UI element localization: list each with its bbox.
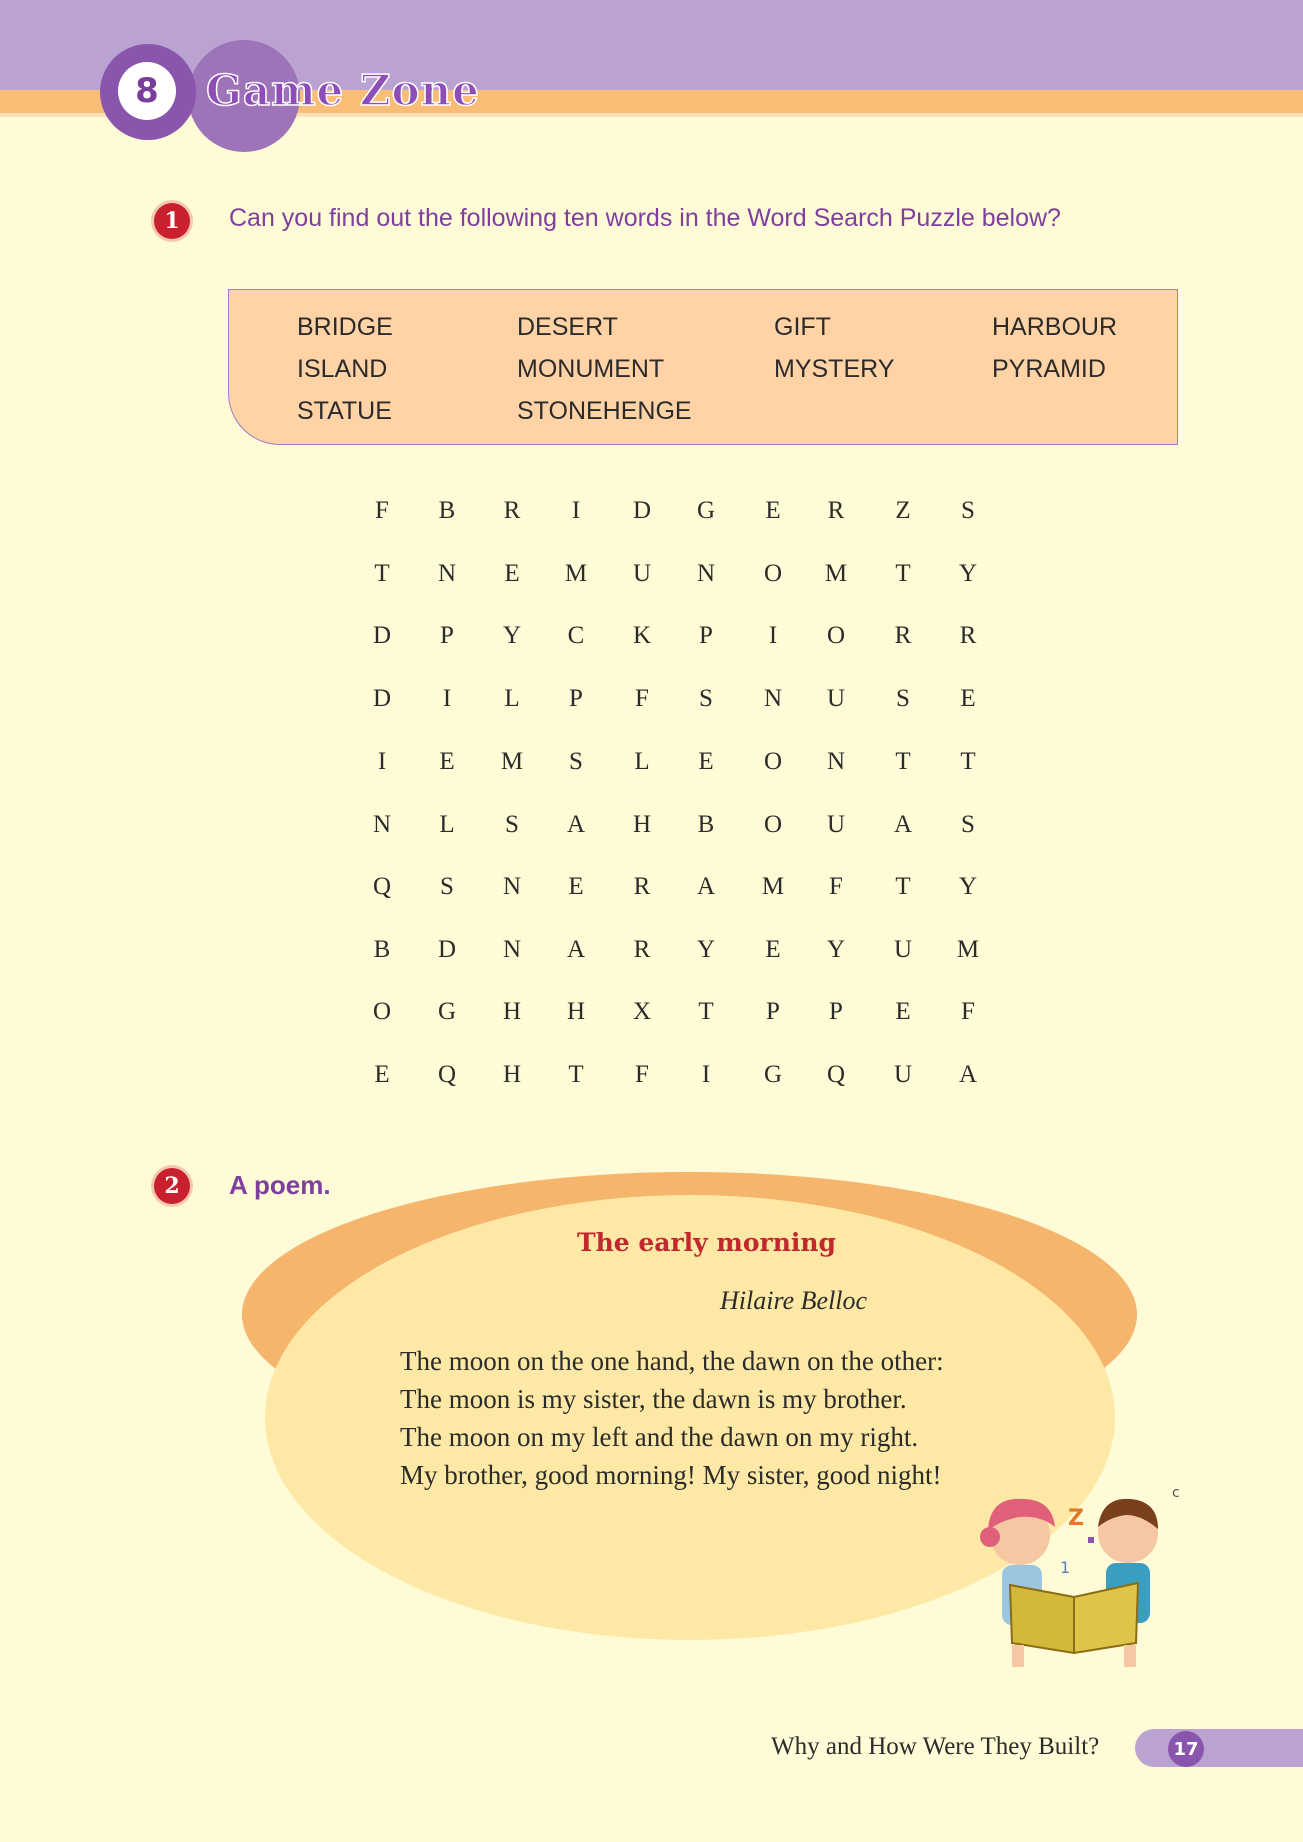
- page-number-badge: [1168, 1731, 1204, 1767]
- grid-cell: E: [960, 685, 976, 712]
- grid-cell: Y: [502, 622, 522, 649]
- grid-cell: T: [895, 748, 911, 775]
- grid-cell: U: [893, 1061, 913, 1088]
- poem-line: The moon on the one hand, the dawn on the other:: [400, 1346, 944, 1376]
- word-item: STONEHENGE: [517, 397, 692, 425]
- grid-cell: R: [827, 497, 845, 524]
- grid-cell: H: [566, 998, 586, 1025]
- grid-cell: H: [502, 1061, 522, 1088]
- word-item: BRIDGE: [297, 313, 393, 341]
- page-number: 17: [1173, 1738, 1199, 1760]
- word-item: MONUMENT: [517, 355, 665, 383]
- word-item: MYSTERY: [774, 355, 895, 383]
- grid-cell: R: [503, 497, 521, 524]
- grid-cell: F: [635, 685, 649, 712]
- grid-cell: S: [699, 685, 713, 712]
- grid-cell: I: [442, 685, 452, 712]
- question-1-badge: [154, 203, 190, 239]
- grid-cell: D: [372, 685, 392, 712]
- question-2-badge: [154, 1168, 190, 1204]
- footer-band: [1135, 1729, 1303, 1767]
- grid-cell: S: [961, 497, 975, 524]
- grid-cell: E: [765, 936, 781, 963]
- grid-cell: A: [958, 1061, 978, 1088]
- svg-text:1: 1: [1060, 1558, 1071, 1577]
- grid-cell: P: [699, 622, 713, 649]
- grid-cell: A: [696, 873, 716, 900]
- svg-text:Z: Z: [1068, 1506, 1084, 1531]
- grid-cell: X: [632, 998, 652, 1025]
- grid-cell: M: [564, 560, 588, 587]
- poem-line: The moon is my sister, the dawn is my brother.: [400, 1384, 907, 1414]
- grid-cell: N: [372, 811, 392, 838]
- grid-cell: L: [634, 748, 650, 775]
- grid-cell: I: [701, 1061, 711, 1088]
- grid-cell: Q: [826, 1061, 846, 1088]
- grid-cell: R: [633, 873, 651, 900]
- grid-cell: K: [632, 622, 652, 649]
- grid-cell: T: [568, 1061, 584, 1088]
- grid-cell: R: [633, 936, 651, 963]
- grid-cell: I: [768, 622, 778, 649]
- grid-cell: C: [567, 622, 585, 649]
- grid-cell: L: [439, 811, 455, 838]
- grid-cell: F: [375, 497, 389, 524]
- grid-cell: U: [632, 560, 652, 587]
- grid-cell: T: [374, 560, 390, 587]
- grid-cell: T: [698, 998, 714, 1025]
- grid-cell: Q: [437, 1061, 457, 1088]
- grid-cell: E: [504, 560, 520, 587]
- word-item: HARBOUR: [992, 313, 1118, 341]
- grid-cell: N: [826, 748, 846, 775]
- question-1-text: Can you find out the following ten words in the Word Search Puzzle below?: [229, 204, 1061, 232]
- chapter-number: 8: [135, 71, 159, 111]
- grid-cell: F: [829, 873, 843, 900]
- grid-cell: E: [568, 873, 584, 900]
- page-title: Game Zone: [206, 66, 480, 115]
- children-reading-book-icon: [960, 1475, 1190, 1675]
- grid-cell: D: [632, 497, 652, 524]
- grid-cell: M: [824, 560, 848, 587]
- grid-cell: B: [438, 497, 456, 524]
- word-item: DESERT: [517, 313, 618, 341]
- grid-cell: U: [893, 936, 913, 963]
- word-item: GIFT: [774, 313, 831, 341]
- question-1-number: 1: [164, 208, 180, 234]
- grid-cell: P: [569, 685, 583, 712]
- poem-line: My brother, good morning! My sister, good night!: [400, 1460, 942, 1490]
- grid-cell: S: [440, 873, 454, 900]
- poem-author: Hilaire Belloc: [720, 1286, 868, 1315]
- grid-cell: B: [697, 811, 715, 838]
- grid-cell: M: [956, 936, 980, 963]
- grid-cell: S: [896, 685, 910, 712]
- grid-cell: A: [566, 936, 586, 963]
- grid-cell: R: [894, 622, 912, 649]
- grid-cell: U: [826, 811, 846, 838]
- grid-cell: R: [959, 622, 977, 649]
- grid-cell: M: [761, 873, 785, 900]
- word-item: PYRAMID: [992, 355, 1106, 383]
- grid-cell: B: [373, 936, 391, 963]
- svg-text:c: c: [1172, 1485, 1180, 1501]
- grid-cell: N: [763, 685, 783, 712]
- grid-cell: M: [500, 748, 524, 775]
- chapter-badge-inner: [118, 62, 176, 120]
- grid-cell: P: [440, 622, 454, 649]
- grid-cell: L: [504, 685, 520, 712]
- grid-cell: Y: [958, 560, 978, 587]
- grid-cell: P: [766, 998, 780, 1025]
- grid-cell: Y: [958, 873, 978, 900]
- poem-body: [400, 1342, 944, 1494]
- grid-cell: F: [961, 998, 975, 1025]
- word-item: STATUE: [297, 397, 392, 425]
- grid-cell: O: [763, 560, 783, 587]
- word-item: ISLAND: [297, 355, 388, 383]
- grid-cell: E: [439, 748, 455, 775]
- grid-cell: I: [377, 748, 387, 775]
- grid-cell: H: [502, 998, 522, 1025]
- footer-book-title: Why and How Were They Built?: [771, 1733, 1100, 1760]
- grid-cell: E: [698, 748, 714, 775]
- grid-cell: S: [569, 748, 583, 775]
- grid-cell: H: [632, 811, 652, 838]
- grid-cell: U: [826, 685, 846, 712]
- grid-cell: G: [696, 497, 716, 524]
- grid-cell: G: [437, 998, 457, 1025]
- grid-cell: T: [960, 748, 976, 775]
- grid-cell: O: [763, 811, 783, 838]
- grid-cell: Y: [826, 936, 846, 963]
- grid-cell: E: [895, 998, 911, 1025]
- grid-cell: Q: [372, 873, 392, 900]
- grid-cell: N: [696, 560, 716, 587]
- grid-cell: N: [437, 560, 457, 587]
- poem-line: The moon on my left and the dawn on my right.: [400, 1422, 919, 1452]
- word-list-box: [228, 289, 1178, 445]
- grid-cell: N: [502, 873, 522, 900]
- grid-cell: Z: [895, 497, 911, 524]
- grid-cell: O: [372, 998, 392, 1025]
- question-2-number: 2: [164, 1173, 180, 1199]
- grid-cell: T: [895, 873, 911, 900]
- grid-cell: E: [765, 497, 781, 524]
- grid-cell: G: [763, 1061, 783, 1088]
- grid-cell: E: [374, 1061, 390, 1088]
- grid-cell: S: [505, 811, 519, 838]
- grid-cell: A: [566, 811, 586, 838]
- grid-cell: F: [635, 1061, 649, 1088]
- question-2-text: A poem.: [229, 1170, 331, 1200]
- grid-cell: Y: [696, 936, 716, 963]
- grid-cell: T: [895, 560, 911, 587]
- grid-cell: I: [571, 497, 581, 524]
- grid-cell: D: [372, 622, 392, 649]
- grid-cell: O: [826, 622, 846, 649]
- grid-cell: S: [961, 811, 975, 838]
- grid-cell: A: [893, 811, 913, 838]
- grid-cell: O: [763, 748, 783, 775]
- grid-cell: N: [502, 936, 522, 963]
- grid-cell: P: [829, 998, 843, 1025]
- grid-cell: D: [437, 936, 457, 963]
- poem-title: The early morning: [577, 1228, 837, 1257]
